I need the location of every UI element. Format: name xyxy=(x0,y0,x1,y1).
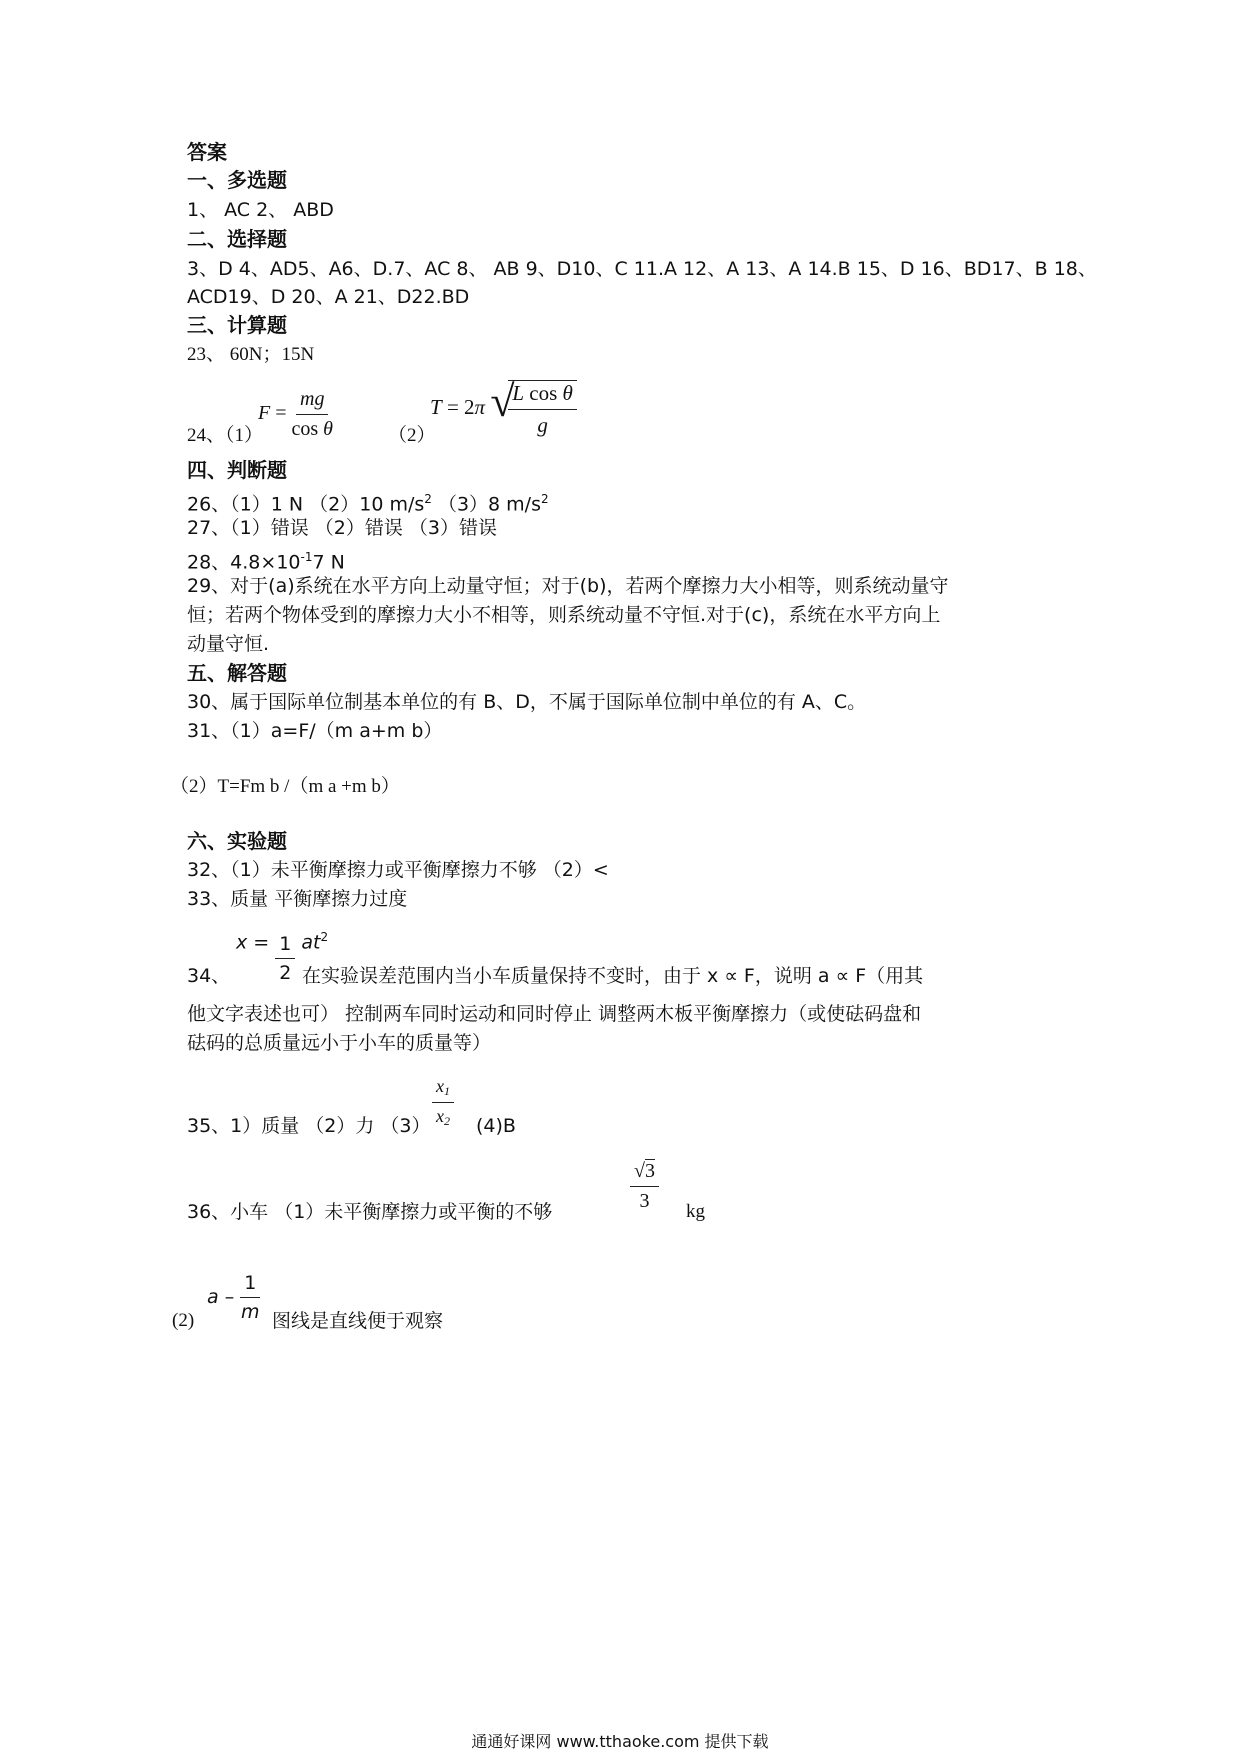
formula-period: T = 2π √ $\frac{\text{L cos θ}}{g}$ xyxy=(430,380,577,438)
formula-sqrt3-over-3: $\frac{√3}{3}$ xyxy=(630,1160,659,1213)
answer-q26-part1: 26、（1）1 N （2）10 m/s xyxy=(187,493,425,516)
exponent: 2 xyxy=(424,492,432,506)
formula-displacement: x = $\frac{1}{2}$ $at^2$ xyxy=(236,930,329,985)
answer-q29-line2: 恒；若两个物体受到的摩擦力大小不相等，则系统动量不守恒.对于(c)，系统在水平方向上 xyxy=(187,604,941,626)
answer-q34-line3: 砝码的总质量远小于小车的质量等） xyxy=(187,1032,492,1054)
formula-a-inverse-m: a – $\frac{1}{m}$ xyxy=(207,1272,260,1323)
answer-q32: 32、（1）未平衡摩擦力或平衡摩擦力不够 （2）< xyxy=(187,859,609,881)
formula-x1-over-x2: $\frac{x_1}{x_2}$ xyxy=(432,1076,454,1129)
answer-q3-line2: ACD19、D 20、A 21、D22.BD xyxy=(187,286,470,308)
answer-q23: 23、 60N；15N xyxy=(187,344,315,365)
answer-q27: 27、（1）错误 （2）错误 （3）错误 xyxy=(187,517,498,539)
answer-q36-part2-label: (2) xyxy=(172,1310,195,1331)
answer-q24-label: 24、（1） xyxy=(187,425,264,446)
answer-q36-part2-text: 图线是直线便于观察 xyxy=(272,1310,444,1332)
answer-q35-choice: (4)B xyxy=(476,1115,516,1137)
answer-q36-unit: kg xyxy=(686,1201,705,1222)
footer-source: 通通好课网 www.tthaoke.com 提供下载 xyxy=(471,1732,769,1751)
answer-q29-line1: 29、对于(a)系统在水平方向上动量守恒；对于(b)，若两个摩擦力大小相等，则系统动量守 xyxy=(187,575,949,597)
answer-q31-part1: 31、（1）a=F/（m a+m b） xyxy=(187,720,443,742)
formula-f-mg-cos: F = $\frac{mg}{\text{cos θ}}$ xyxy=(258,388,333,440)
answer-q28-base: 28、4.8×10 xyxy=(187,551,301,574)
answer-q26 xyxy=(187,487,549,516)
answer-q34-label: 34、 xyxy=(187,965,231,987)
answer-q3-line1: 3、D 4、AD5、A6、D.7、AC 8、 AB 9、D10、C 11.A 12、A 13、A 14.B 15、D 16、BD17、B 18、 xyxy=(187,258,1097,280)
answer-q28-unit: 7 N xyxy=(312,551,345,574)
section-multi-choice: 一、多选题 xyxy=(187,168,287,192)
section-single-choice: 二、选择题 xyxy=(187,227,287,251)
answer-q1-2: 1、 AC 2、 ABD xyxy=(187,199,334,221)
answer-q31-part2: （2）T=Fm b /（m a +m b） xyxy=(170,776,400,797)
answer-q28-exponent: -1 xyxy=(300,550,313,564)
answer-q26-part3: （3）8 m/s xyxy=(431,493,541,516)
answer-q34-line2: 他文字表述也可） 控制两车同时运动和同时停止 调整两木板平衡摩擦力（或使砝码盘和 xyxy=(187,1003,922,1025)
section-calculation: 三、计算题 xyxy=(187,313,287,337)
answer-q34-text: 在实验误差范围内当小车质量保持不变时，由于 x ∝ F，说明 a ∝ F（用其 xyxy=(302,965,924,987)
exponent: 2 xyxy=(540,492,549,506)
section-answer: 五、解答题 xyxy=(187,661,287,685)
answer-q28 xyxy=(187,545,345,574)
answer-q33: 33、质量 平衡摩擦力过度 xyxy=(187,888,408,910)
answer-q35-text: 35、1）质量 （2）力 （3） xyxy=(187,1115,431,1137)
answer-q36-text: 36、小车 （1）未平衡摩擦力或平衡的不够 xyxy=(187,1201,553,1223)
page-title: 答案 xyxy=(187,140,227,164)
section-experiment: 六、实验题 xyxy=(187,829,287,853)
answer-q30: 30、属于国际单位制基本单位的有 B、D，不属于国际单位制中单位的有 A、C。 xyxy=(187,691,867,713)
section-judgment: 四、判断题 xyxy=(187,458,287,482)
answer-q29-line3: 动量守恒. xyxy=(187,633,270,655)
answer-q24-part2: （2） xyxy=(388,425,436,446)
